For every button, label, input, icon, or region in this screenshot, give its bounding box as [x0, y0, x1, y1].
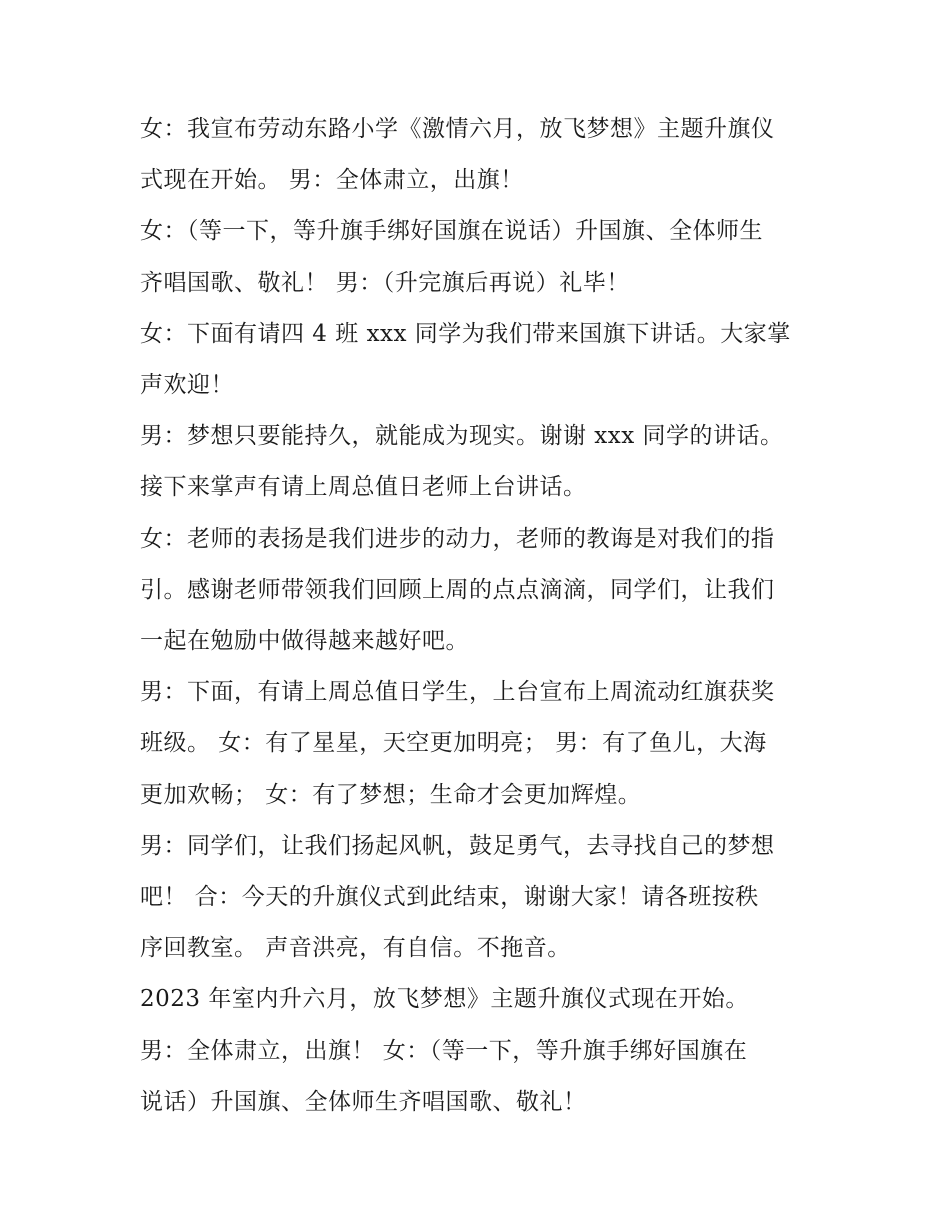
paragraph-2023-heading [140, 974, 820, 1025]
text-line: 男：梦想只要能持久，就能成为现实。谢谢 xxx 同学的讲话。 [140, 423, 784, 450]
paragraph-flag-raising [140, 206, 820, 308]
text-line: 一起在勉励中做得越来越好吧。 [140, 628, 469, 655]
paragraph-teacher-thanks [140, 514, 820, 668]
paragraph-2023-flag [140, 1026, 820, 1128]
text-line: 男：全体肃立，出旗！ 女：（等一下，等升旗手绑好国旗在 [140, 1037, 748, 1064]
text-line: 吧！ 合：今天的升旗仪式到此结束，谢谢大家！请各班按秩 [140, 884, 759, 911]
text-line: 说话）升国旗、全体师生齐唱国歌、敬礼！ [140, 1088, 587, 1115]
paragraph-closing [140, 821, 820, 975]
text-line: 声欢迎！ [140, 372, 234, 399]
text-line: 接下来掌声有请上周总值日老师上台讲话。 [140, 474, 587, 501]
text-line: 男：下面，有请上周总值日学生，上台宣布上周流动红旗获奖 [140, 679, 775, 706]
text-line: 女：老师的表扬是我们进步的动力，老师的教诲是对我们的指 [140, 525, 775, 552]
text-line: 班级。 女：有了星星，天空更加明亮； 男：有了鱼儿，大海 [140, 730, 767, 757]
paragraph-ceremony-start [140, 104, 820, 206]
text-line: 2023 年室内升六月，放飞梦想》主题升旗仪式现在开始。 [140, 986, 749, 1013]
text-line: 男：同学们，让我们扬起风帆，鼓足勇气，去寻找自己的梦想 [140, 832, 775, 859]
text-line: 女：我宣布劳动东路小学《激情六月，放飞梦想》主题升旗仪 [140, 116, 775, 142]
text-line: 女：下面有请四 4 班 xxx 同学为我们带来国旗下讲话。大家掌 [140, 320, 791, 347]
paragraph-teacher-invite [140, 411, 820, 513]
document-body [140, 104, 820, 1128]
text-line: 引。感谢老师带领我们回顾上周的点点滴滴，同学们，让我们 [140, 576, 775, 603]
text-line: 更加欢畅； 女：有了梦想；生命才会更加辉煌。 [140, 781, 642, 808]
text-line: 序回教室。 声音洪亮，有自信。不拖音。 [140, 935, 571, 962]
paragraph-red-flag-award [140, 667, 820, 821]
text-line: 女：（等一下，等升旗手绑好国旗在说话）升国旗、全体师生 [140, 218, 763, 245]
text-line: 式现在开始。 男：全体肃立，出旗！ [140, 167, 524, 194]
text-line: 齐唱国歌、敬礼！ 男：（升完旗后再说）礼毕！ [140, 269, 630, 296]
paragraph-speech-invite [140, 309, 820, 411]
